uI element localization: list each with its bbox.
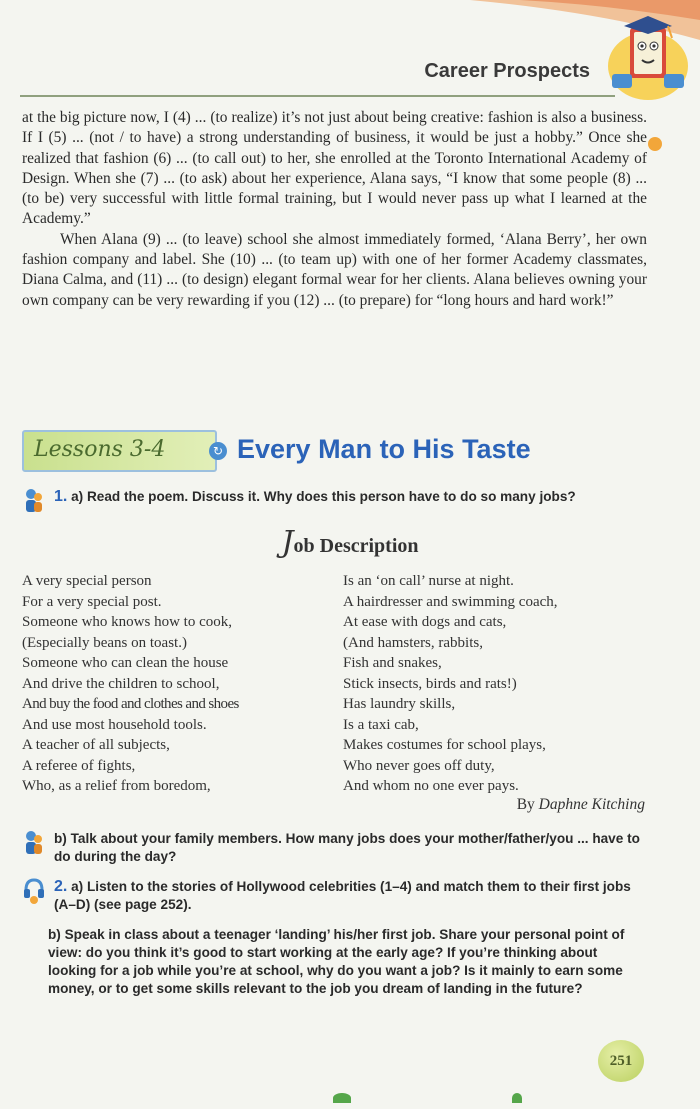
poem-line: And use most household tools. [22, 716, 207, 733]
poem-line: A very special person [22, 573, 152, 589]
poem-line: (Especially beans on toast.) [22, 634, 187, 651]
side-marker-dot [648, 137, 662, 151]
task-2a [54, 878, 646, 914]
poem-line: Who, as a relief from boredom, [22, 778, 211, 794]
poem-line: Is an ‘on call’ nurse at night. [343, 573, 514, 589]
poem-author: Daphne Kitching [538, 796, 645, 813]
listening-icon [22, 876, 46, 906]
task-2b: b) Speak in class about a teenager ‘landing’ his/her first job. Share your personal point of view: do you think it’s good to start working at the early age? If you’re thinking about looking for a job while you’re at school, why do you want a job? Is it mainly to earn some money, or to get some skills relevant to the job you dream of landing in the future? [48, 927, 625, 996]
lesson-header [22, 430, 642, 474]
task-1-number: 1. [54, 488, 68, 505]
poem-line: (And hamsters, rabbits, [343, 634, 483, 651]
story-paragraph-1: at the big picture now, I (4) ... (to realize) it’s not just about being creative: fashion is also a business. If I (5) ... (not / to have) a strong understanding of business, it would be just a hobby.” Once she realized that fashion (6) ... (to call out) to her, she enrolled at the Toronto International Academy of Design. When she (7) ... (to ask) about her experience, Alana says, “I know that some people (8) ... (to be) very successful with little formal training, but I would never pass up what I learned at the Academy.” [22, 109, 647, 228]
poem-line: Fish and snakes, [343, 655, 442, 671]
poem-line: A referee of fights, [22, 757, 136, 774]
task-2a-text: a) Listen to the stories of Hollywood celebrities (1–4) and match them to their first jobs (A–D) (see page 252). [54, 879, 631, 912]
poem-title-initial: J [281, 525, 294, 560]
leaf-decoration [512, 1093, 522, 1103]
task-1a [54, 488, 654, 506]
poem-line: A hairdresser and swimming coach, [343, 593, 558, 610]
swirl-icon: ↻ [209, 442, 227, 460]
header-rule [20, 95, 615, 97]
lesson-label: Lessons 3-4 [34, 437, 166, 462]
poem-line: At ease with dogs and cats, [343, 614, 507, 630]
poem-line: Is a taxi cab, [343, 716, 419, 733]
story-paragraph-2: When Alana (9) ... (to leave) school she almost immediately formed, ‘Alana Berry’, her own fashion company and label. She (10) ... (to team up) with one of her former Academy classmates, Diana Calma, and (11) ... (to design) elegant formal wear for her clients. Alana believes owning your own company can be very rewarding if you (12) ... (to prepare) for “long hours and hard work!” [22, 230, 647, 309]
poem-title-rest: ob Description [293, 535, 419, 557]
header-decoration [0, 0, 700, 120]
book-mascot-icon [602, 4, 694, 104]
poem-line: Someone who can clean the house [22, 655, 229, 671]
poem-line: And whom no one ever pays. [343, 778, 519, 794]
poem-line: Who never goes off duty, [343, 757, 495, 774]
poem-line: A teacher of all subjects, [22, 737, 170, 753]
poem-byline [517, 796, 645, 814]
discussion-people-icon [22, 486, 46, 516]
page-number: 251 [598, 1040, 644, 1082]
byline-by: By [516, 796, 535, 813]
poem-left-column [22, 571, 239, 797]
leaf-decoration [333, 1093, 351, 1103]
poem-line: For a very special post. [22, 593, 162, 610]
lesson-title: Every Man to His Taste [237, 434, 531, 464]
poem-line: And drive the children to school, [22, 675, 220, 692]
poem-right-column [343, 571, 558, 797]
task-1a-text: a) Read the poem. Discuss it. Why does this person have to do so many jobs? [71, 489, 576, 504]
poem-line: Makes costumes for school plays, [343, 737, 546, 753]
poem-line: Someone who knows how to cook, [22, 614, 232, 630]
task-1b: b) Talk about your family members. How many jobs does your mother/father/you ... have to do during the day? [54, 831, 640, 864]
story-text [22, 108, 647, 311]
discussion-people-icon [22, 828, 46, 858]
lesson-badge [22, 430, 217, 472]
poem-line: And buy the food and clothes and shoes [22, 696, 239, 712]
task-2-number: 2. [54, 878, 68, 895]
poem-line: Has laundry skills, [343, 696, 456, 712]
poem-title [0, 525, 700, 560]
running-header: Career Prospects [424, 60, 590, 82]
poem-line: Stick insects, birds and rats!) [343, 675, 517, 692]
